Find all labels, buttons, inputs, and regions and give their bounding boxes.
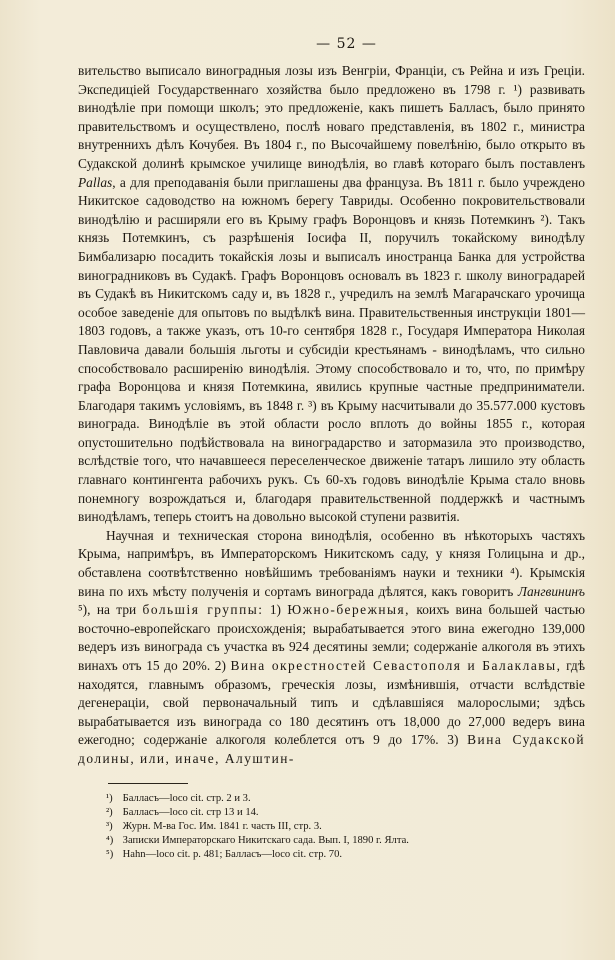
paragraph-1 xyxy=(78,62,585,527)
paragraph-2-text-e: гдѣ находятся, главнымъ образомъ, греческія лозы, измѣнившія, отчасти вслѣдствіе дегенераціи, свой первоначальный типъ и сдѣлавшіяся малорослыми; здѣсь вырабатывается изъ винограда со 180 десятинъ отъ 18,000 до 27,000 ведеръ вина ежегодно; содержаніе алкоголя колеблется отъ 9 до 17%. 3) xyxy=(78,658,585,748)
footnote-mark: ³) xyxy=(106,820,113,832)
footnote-mark: ¹) xyxy=(106,792,113,804)
page-number: — 52 — xyxy=(316,36,377,52)
paragraph-2-text-b: ⁵), на три xyxy=(78,602,143,618)
paragraph-2-text-c: 1) xyxy=(263,602,288,618)
footnote-text: Журн. М-ва Гос. Им. 1841 г. часть III, стр. 3. xyxy=(122,820,322,832)
footnote-mark: ⁴) xyxy=(106,835,114,847)
footnote-text: Записки Императорскаго Никитскаго сада. Вып. I, 1890 г. Ялта. xyxy=(122,835,409,847)
body-text xyxy=(78,62,585,769)
south-coast-spaced: Южно-бережныя, xyxy=(287,602,411,618)
footnote-4 xyxy=(106,834,585,848)
footnote-5 xyxy=(106,848,585,862)
sudak-spaced: Вина Судакской долины, или, иначе, Алуштин- xyxy=(78,732,585,766)
footnote-mark: ²) xyxy=(106,806,113,818)
footnote-mark: ⁵) xyxy=(106,849,114,861)
footnote-divider xyxy=(108,783,188,784)
footnote-2 xyxy=(106,806,585,820)
footnotes xyxy=(78,792,585,863)
author-italic: Лангвининъ xyxy=(517,583,585,599)
paragraph-1-text-b: , а для преподаванія были приглашены два француза. Въ 1811 г. было учреждено Никитское садоводство на южномъ берегу Тавриды. Особенно покровительствовали винодѣлію и расширяли его въ Крыму графъ Воронцовъ и князь Потемкинъ ²). Такъ князь Потемкинъ, съ разрѣшенія Іосифа II, поручилъ токайскому винодѣлу Бимбализарю посадить токайскія лозы и выписалъ иностранца Банка для устройства виноградниковъ въ Судакѣ. Графъ Воронцовъ основалъ въ 1823 г. школу виноградарей въ Судакѣ въ Никитскомъ саду и, въ 1828 г., учредилъ на землѣ Магарачскаго урочища особое заведеніе для опытовъ по выдѣлкѣ вина. Правительственныя инструкціи 1801—1803 годовъ, а также указъ, отъ 10-го сентября 1828 г., Государя Императора Николая Павловича давали большія льготы и субсидіи крестьянамъ - винодѣламъ, что сильно способствовало расширенію винодѣлія. Этому способствовало и то, что, по примѣру графа Воронцова и князя Потемкина, явились крупные частные предприниматели. Благодаря такимъ условіямъ, въ 1848 г. ³) въ Крыму насчитывали до 35.577.000 кустовъ винограда. Винодѣліе въ этой области росло вплоть до войны 1855 г., которая опустошительно подѣйствовала на виноградарство и затормазила это производство, вслѣдствіе того, что начавшееся переселенческое движеніе татаръ лишило эту область главнаго контингента рабочихъ рукъ. Съ 60-хъ годовъ винодѣліе Крыма стало вновь понемногу возрождаться и, благодаря правительственной поддержкѣ и частнымъ винодѣламъ, теперь стоитъ на довольно высокой ступени развитія. xyxy=(78,174,585,525)
pallas-italic: Pallas xyxy=(78,174,113,190)
paragraph-1-text-a: вительство выписало виноградныя лозы изъ Венгріи, Франціи, съ Рейна и изъ Греціи. Экспедиціей Государственнаго хозяйства было предложено въ 1798 г. ¹) развивать винодѣліе при помощи школъ; это предложеніе, какъ пишетъ Балласъ, было принято правительствомъ и осуществлено, послѣ новаго представленія, въ 1802 г., министра внутреннихъ дѣлъ Кочубея. Въ 1804 г., по Высочайшему повелѣнію, было открыто въ Судакской долинѣ крымское училище винодѣлія, во главѣ котораго былъ поставленъ xyxy=(78,63,585,171)
paragraph-2-text-d: коихъ вина большей частью восточно-европейскаго происхожденія; вырабатывается этого вина ежегодно 139,000 ведеръ изъ винограда съ участка въ 924 десятины земли; содержаніе алкоголя въ этихъ винахъ отъ 15 до 20%. 2) xyxy=(78,602,585,673)
footnote-1 xyxy=(106,792,585,806)
sevastopol-spaced: Вина окрестностей Севастополя и Балаклавы, xyxy=(230,658,562,673)
footnote-text: Hahn—loco cit. p. 481; Балласъ—loco cit. стр. 70. xyxy=(122,849,343,861)
groups-spaced: большія группы: xyxy=(142,602,264,618)
paragraph-2-text-a: Научная и техническая сторона винодѣлія, особенно въ нѣкоторыхъ частяхъ Крыма, напримѣръ, въ Императорскомъ Никитскомъ саду, у князя Голицына и др., обставлена соотвѣтственно новѣйшимъ требованіямъ науки и техники ⁴). Крымскія вина по ихъ мѣсту полученія и сортамъ винограда дѣлятся, какъ говоритъ xyxy=(78,527,585,599)
footnote-text: Балласъ—loco cit. стр. 2 и 3. xyxy=(122,792,251,804)
paragraph-2 xyxy=(78,527,585,769)
footnote-text: Балласъ—loco cit. стр 13 и 14. xyxy=(122,806,259,818)
footnote-3 xyxy=(106,820,585,834)
